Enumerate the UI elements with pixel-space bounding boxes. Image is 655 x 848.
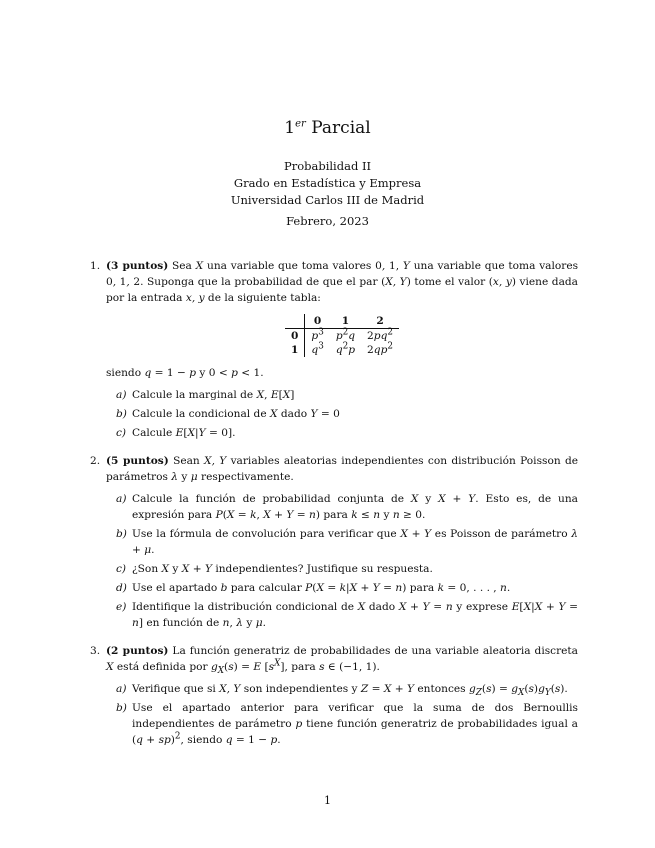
university-name: Universidad Carlos III de Madrid <box>230 193 425 207</box>
problem-statement: (2 puntos) La función generatriz de probabilidades de una variable aleatoria discreta X está definida por $g_X(s) = E$ $[s^X]$, para s ∈ (−1, 1). <box>106 645 578 677</box>
subquestion: c) ¿Son X y X + Y independientes? Justifique su respuesta. <box>116 563 433 575</box>
table-cell: $p^3$ <box>311 327 324 342</box>
problem-list <box>90 258 578 760</box>
subquestion: d) Use el apartado b para calcular P(X = k|X + Y = n) para k = 0, . . . , n. <box>116 582 511 594</box>
table-cell: $p^2q$ <box>335 327 356 342</box>
problem-points: (2 puntos) <box>106 645 169 657</box>
subquestion-list <box>106 491 578 631</box>
problem-1 <box>90 258 578 441</box>
subquestion: b) Use la fórmula de convolución para verificar que X + Y es Poisson de parámetro λ + μ. <box>116 528 578 556</box>
problem-points: (5 puntos) <box>106 455 169 467</box>
joint-probability-table <box>285 314 399 357</box>
table-cell: $q^3$ <box>311 341 324 356</box>
problem-3 <box>90 643 578 748</box>
table-cell: $2qp^2$ <box>367 341 393 356</box>
subquestion-list <box>106 387 578 441</box>
subquestion-list <box>106 681 578 748</box>
col-header: 2 <box>361 314 399 329</box>
subquestion: a) Calcule la marginal de X, E[X] <box>116 389 295 401</box>
exam-subtitle <box>0 158 655 209</box>
row-header: 0 <box>285 329 305 344</box>
degree-name: Grado en Estadística y Empresa <box>233 176 422 190</box>
problem-2 <box>90 453 578 631</box>
problem-points: (3 puntos) <box>106 260 169 272</box>
exam-date: Febrero, 2023 <box>286 214 369 228</box>
subquestion: b) Calcule la condicional de X dado Y = 0 <box>116 408 340 420</box>
table-corner <box>285 314 305 329</box>
col-header: 0 <box>305 314 330 329</box>
table-cell: $q^2p$ <box>335 341 356 356</box>
page-number: 1 <box>324 794 331 807</box>
problem-number: 3. <box>90 645 101 657</box>
subquestion: a) Verifique que si X, Y son independientes y Z = X + Y entonces $g_Z(s) = g_X(s)g_Y(s)$. <box>116 683 568 699</box>
row-header: 1 <box>285 343 305 357</box>
probability-table-wrap <box>106 314 578 357</box>
problem-number: 1. <box>90 260 101 272</box>
table-cell: $2pq^2$ <box>367 327 393 342</box>
course-name: Probabilidad II <box>283 159 372 173</box>
col-header: 1 <box>330 314 361 329</box>
table-row <box>285 343 399 357</box>
subquestion: b) Use el apartado anterior para verificar que la suma de dos Bernoullis independientes de parámetro p tiene función generatriz de probabilidades igual a (q + sp)$^2$, siendo q = 1 − p. <box>116 702 578 746</box>
problem-condition: siendo q = 1 − p y 0 < p < 1. <box>106 367 264 379</box>
subquestion: a) Calcule la función de probabilidad conjunta de X y X + Y. Esto es, de una expresión para P(X = k, X + Y = n) para k ≤ n y n ≥ 0. <box>116 493 578 521</box>
problem-statement: (3 puntos) Sea X una variable que toma valores 0, 1, Y una variable que toma valores 0, 1, 2. Suponga que la probabilidad de que el par (X, Y) tome el valor (x, y) viene dada por la entrada x, y de la siguiente tabla: <box>106 260 579 304</box>
problem-number: 2. <box>90 455 101 467</box>
subquestion: c) Calcule E[X|Y = 0]. <box>116 427 236 439</box>
subquestion: e) Identifique la distribución condicional de X dado X + Y = n y exprese E[X|X + Y = n] en función de n, λ y μ. <box>116 601 578 629</box>
exam-title: 1er Parcial <box>284 118 371 138</box>
problem-statement: (5 puntos) Sean X, Y variables aleatorias independientes con distribución Poisson de parámetros λ y μ respectivamente. <box>106 455 578 483</box>
